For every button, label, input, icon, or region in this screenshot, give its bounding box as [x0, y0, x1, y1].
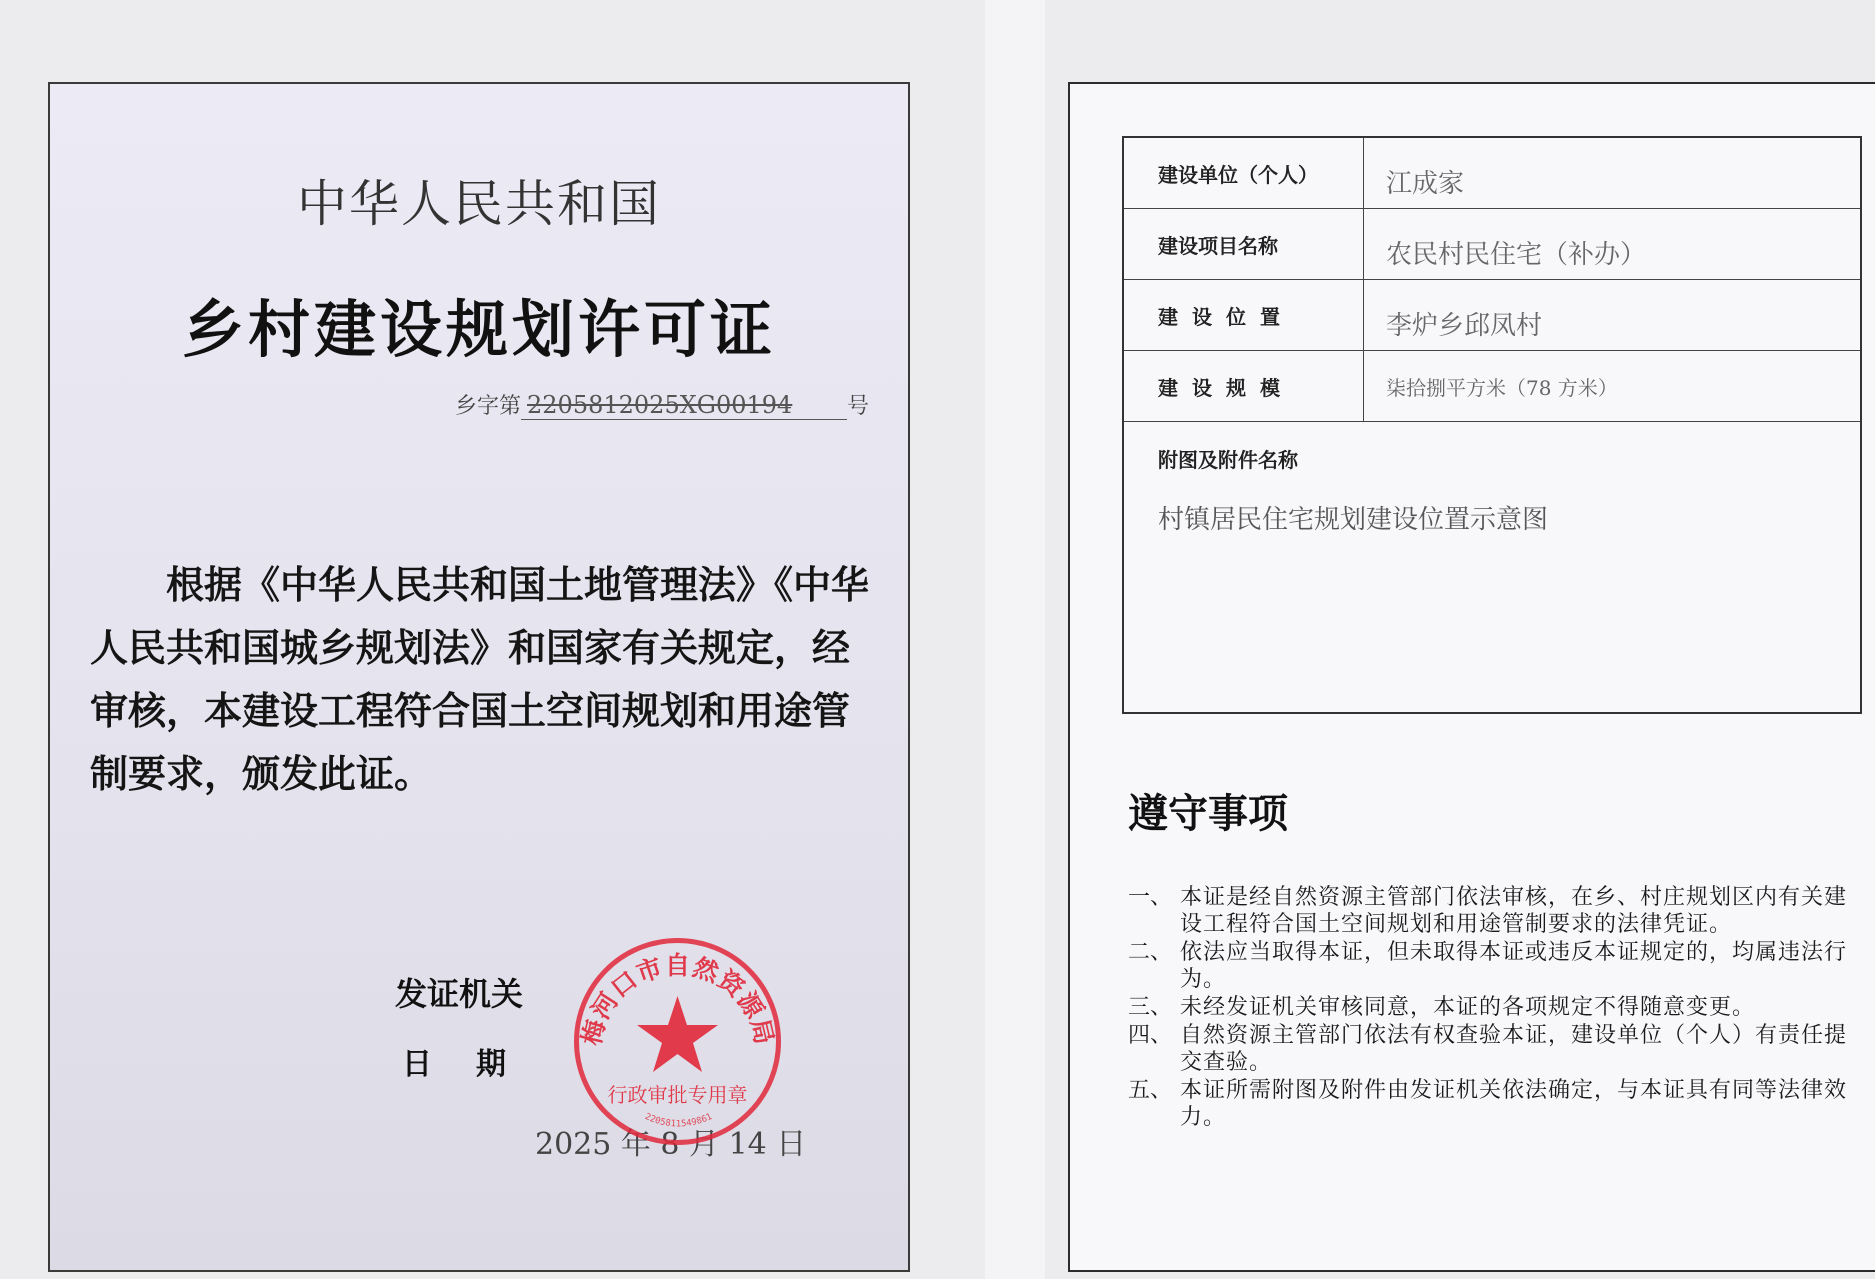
table-value-project-name: 农民村民住宅（补办）	[1386, 240, 1647, 270]
date-label: 日期	[402, 1047, 550, 1082]
table-key: 建设位置	[1124, 280, 1364, 350]
country-name: 中华人民共和国	[297, 175, 661, 233]
certificate-number: 2205812025XG00194	[521, 391, 847, 420]
certificate-number-row	[455, 389, 869, 420]
list-item: 一、 本证是经自然资源主管部门依法审核，在乡、村庄规划区内有关建设工程符合国土空间规划和用途管制要求的法律凭证。	[1128, 885, 1848, 937]
certificate-front-page	[48, 82, 910, 1272]
table-value-builder: 江成家	[1386, 169, 1465, 199]
attachments-label: 附图及附件名称	[1158, 448, 1298, 472]
rules-title: 遵守事项	[1128, 791, 1288, 837]
issue-date: 2025 年 8 月 14 日	[535, 1127, 807, 1162]
seal-star-icon	[637, 996, 718, 1072]
list-item: 四、 自然资源主管部门依法有权查验本证，建设单位（个人）有责任提交查验。	[1128, 1023, 1848, 1075]
rules-list	[1128, 884, 1868, 1132]
page-gap	[985, 0, 1045, 1279]
table-row	[1124, 280, 1860, 351]
issuing-authority-label: 发证机关	[395, 975, 524, 1013]
seal-code: 2205811549861	[643, 1111, 714, 1130]
attachments-section	[1124, 422, 1860, 712]
list-item: 二、 依法应当取得本证，但未取得本证或违反本证规定的，均属违法行为。	[1128, 940, 1848, 992]
table-key: 建设规模	[1124, 351, 1364, 421]
certificate-title: 乡村建设规划许可证	[181, 293, 776, 366]
svg-text:2205811549861	[643, 1112, 714, 1129]
table-value-location: 李炉乡邱凤村	[1386, 311, 1543, 341]
table-row	[1124, 138, 1860, 209]
table-key: 建设单位（个人）	[1124, 138, 1364, 208]
list-item: 三、 未经发证机关审核同意，本证的各项规定不得随意变更。	[1128, 995, 1756, 1020]
seal-text: 梅河口市自然资源局	[576, 951, 780, 1048]
table-key: 建设项目名称	[1124, 209, 1364, 279]
table-row	[1124, 209, 1860, 280]
official-seal-stamp	[570, 934, 785, 1149]
list-item: 五、 本证所需附图及附件由发证机关依法确定，与本证具有同等法律效力。	[1128, 1078, 1848, 1130]
legal-basis-paragraph: 根据《中华人民共和国土地管理法》《中华人民共和国城乡规划法》和国家有关规定，经审核，本建设工程符合国土空间规划和用途管制要求，颁发此证。	[90, 563, 870, 796]
number-prefix: 乡字第	[455, 394, 522, 419]
number-suffix: 号	[847, 394, 870, 419]
attachments-value: 村镇居民住宅规划建设位置示意图	[1158, 505, 1549, 535]
certificate-back-page	[1068, 82, 1875, 1272]
seal-subtext: 行政审批专用章	[607, 1083, 748, 1107]
table-value-scale: 柒拾捌平方米（78 方米）	[1386, 375, 1618, 400]
table-row	[1124, 351, 1860, 422]
project-info-table	[1122, 136, 1862, 714]
